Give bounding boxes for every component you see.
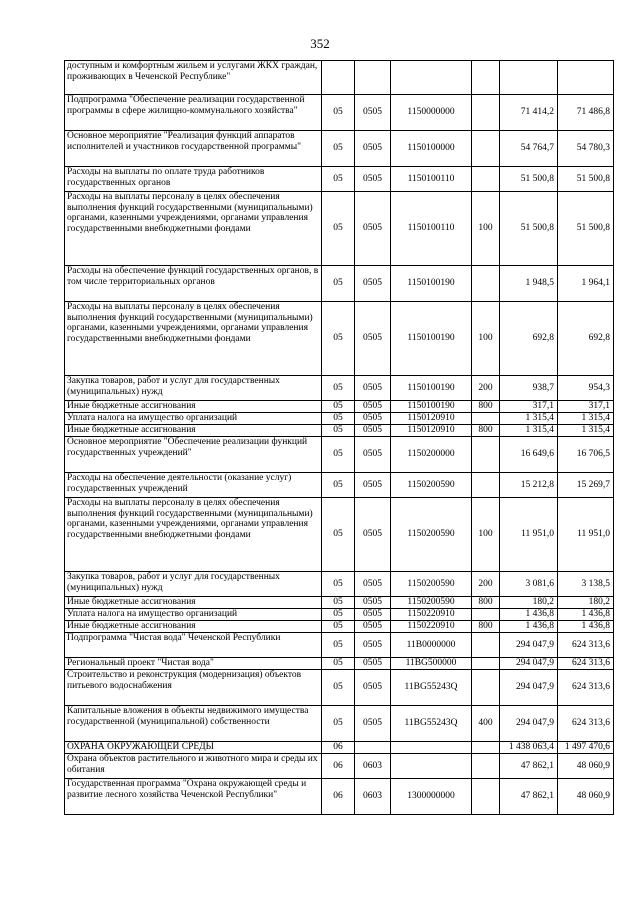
cell-amount-1: 54 764,7 xyxy=(500,131,558,167)
cell-section: 05 xyxy=(322,473,355,498)
cell-section: 05 xyxy=(322,658,355,670)
cell-expense-type xyxy=(472,413,500,425)
cell-target-article: 1150100190 xyxy=(391,266,472,302)
cell-name: Иные бюджетные ассигнования xyxy=(65,597,322,609)
cell-amount-2: 71 486,8 xyxy=(558,95,614,131)
cell-subsection: 0505 xyxy=(355,266,391,302)
cell-subsection: 0505 xyxy=(355,658,391,670)
cell-expense-type: 800 xyxy=(472,401,500,413)
cell-expense-type: 100 xyxy=(472,192,500,266)
cell-target-article: 1150200000 xyxy=(391,437,472,473)
cell-section: 05 xyxy=(322,498,355,572)
cell-target-article: 1150000000 xyxy=(391,95,472,131)
table-row xyxy=(65,413,614,425)
cell-amount-2: 1 315,4 xyxy=(558,413,614,425)
cell-subsection: 0603 xyxy=(355,754,391,779)
table-row xyxy=(65,779,614,815)
cell-target-article: 1150200590 xyxy=(391,597,472,609)
table-row xyxy=(65,95,614,131)
cell-amount-1: 692,8 xyxy=(500,302,558,376)
cell-amount-2: 1 497 470,6 xyxy=(558,742,614,754)
cell-amount-1: 3 081,6 xyxy=(500,572,558,597)
cell-expense-type: 100 xyxy=(472,302,500,376)
cell-name: Основное мероприятие "Реализация функций аппаратов исполнителей и участников государственной программы" xyxy=(65,131,322,167)
cell-amount-1: 938,7 xyxy=(500,376,558,401)
cell-section: 05 xyxy=(322,413,355,425)
cell-section: 05 xyxy=(322,597,355,609)
cell-expense-type: 200 xyxy=(472,572,500,597)
cell-target-article: 1150120910 xyxy=(391,425,472,437)
cell-name: Расходы на обеспечение функций государственных органов, в том числе территориальных органов xyxy=(65,266,322,302)
table-row xyxy=(65,401,614,413)
cell-subsection: 0505 xyxy=(355,572,391,597)
cell-amount-1 xyxy=(500,61,558,95)
cell-section: 05 xyxy=(322,95,355,131)
cell-expense-type xyxy=(472,61,500,95)
cell-expense-type: 200 xyxy=(472,376,500,401)
cell-section: 05 xyxy=(322,167,355,192)
cell-subsection: 0505 xyxy=(355,437,391,473)
cell-section: 05 xyxy=(322,706,355,742)
cell-target-article: 1150100190 xyxy=(391,302,472,376)
cell-amount-1: 1 436,8 xyxy=(500,609,558,621)
table-row xyxy=(65,266,614,302)
cell-expense-type xyxy=(472,658,500,670)
cell-amount-1: 11 951,0 xyxy=(500,498,558,572)
table-row xyxy=(65,473,614,498)
cell-subsection xyxy=(355,61,391,95)
cell-amount-2: 624 313,6 xyxy=(558,670,614,706)
cell-expense-type xyxy=(472,437,500,473)
cell-section: 06 xyxy=(322,779,355,815)
table-row xyxy=(65,572,614,597)
cell-expense-type xyxy=(472,742,500,754)
cell-subsection: 0505 xyxy=(355,302,391,376)
cell-amount-2: 180,2 xyxy=(558,597,614,609)
cell-amount-2: 1 436,8 xyxy=(558,621,614,633)
cell-target-article: 1150200590 xyxy=(391,572,472,597)
cell-subsection: 0505 xyxy=(355,706,391,742)
cell-subsection: 0505 xyxy=(355,633,391,658)
table-row xyxy=(65,498,614,572)
table-row xyxy=(65,376,614,401)
cell-expense-type: 100 xyxy=(472,498,500,572)
cell-expense-type xyxy=(472,779,500,815)
table-row xyxy=(65,61,614,95)
budget-table xyxy=(64,60,614,815)
table-row xyxy=(65,742,614,754)
cell-target-article: 11ВG55243Q xyxy=(391,670,472,706)
cell-section: 05 xyxy=(322,401,355,413)
cell-name: Иные бюджетные ассигнования xyxy=(65,621,322,633)
cell-amount-1: 317,1 xyxy=(500,401,558,413)
cell-subsection: 0603 xyxy=(355,779,391,815)
cell-amount-2: 1 964,1 xyxy=(558,266,614,302)
cell-target-article xyxy=(391,754,472,779)
cell-expense-type: 800 xyxy=(472,621,500,633)
cell-amount-2: 954,3 xyxy=(558,376,614,401)
cell-subsection: 0505 xyxy=(355,376,391,401)
cell-amount-1: 294 047,9 xyxy=(500,633,558,658)
cell-target-article: 1150100110 xyxy=(391,192,472,266)
cell-target-article: 1150220910 xyxy=(391,621,472,633)
cell-amount-1: 71 414,2 xyxy=(500,95,558,131)
cell-name: Охрана объектов растительного и животного мира и среды их обитания xyxy=(65,754,322,779)
cell-section: 05 xyxy=(322,572,355,597)
page-number: 352 xyxy=(310,36,330,51)
cell-name: Уплата налога на имущество организаций xyxy=(65,609,322,621)
cell-amount-2: 54 780,3 xyxy=(558,131,614,167)
cell-amount-1: 1 315,4 xyxy=(500,413,558,425)
cell-section: 05 xyxy=(322,621,355,633)
cell-name: Государственная программа "Охрана окружающей среды и развитие лесного хозяйства Чеченской Республики" xyxy=(65,779,322,815)
cell-subsection: 0505 xyxy=(355,192,391,266)
cell-amount-2: 16 706,5 xyxy=(558,437,614,473)
cell-amount-1: 1 315,4 xyxy=(500,425,558,437)
cell-expense-type xyxy=(472,266,500,302)
cell-name: Закупка товаров, работ и услуг для государственных (муниципальных) нужд xyxy=(65,572,322,597)
table-row xyxy=(65,633,614,658)
cell-section: 05 xyxy=(322,425,355,437)
cell-amount-2: 3 138,5 xyxy=(558,572,614,597)
cell-amount-1: 294 047,9 xyxy=(500,670,558,706)
cell-target-article: 1150200590 xyxy=(391,473,472,498)
table-row xyxy=(65,425,614,437)
cell-amount-2: 624 313,6 xyxy=(558,633,614,658)
cell-target-article: 1150220910 xyxy=(391,609,472,621)
table-row xyxy=(65,621,614,633)
cell-amount-1: 294 047,9 xyxy=(500,706,558,742)
cell-expense-type xyxy=(472,633,500,658)
cell-amount-1: 1 436,8 xyxy=(500,621,558,633)
cell-name: Расходы на выплаты по оплате труда работников государственных органов xyxy=(65,167,322,192)
cell-section: 05 xyxy=(322,192,355,266)
cell-amount-2: 11 951,0 xyxy=(558,498,614,572)
table-row xyxy=(65,706,614,742)
cell-amount-1: 47 862,1 xyxy=(500,754,558,779)
cell-expense-type xyxy=(472,131,500,167)
cell-target-article: 1150100190 xyxy=(391,401,472,413)
cell-expense-type xyxy=(472,167,500,192)
cell-amount-1: 180,2 xyxy=(500,597,558,609)
cell-amount-1: 294 047,9 xyxy=(500,658,558,670)
cell-target-article xyxy=(391,742,472,754)
cell-subsection: 0505 xyxy=(355,670,391,706)
cell-amount-2: 1 315,4 xyxy=(558,425,614,437)
cell-amount-1: 51 500,8 xyxy=(500,167,558,192)
cell-amount-1: 16 649,6 xyxy=(500,437,558,473)
cell-name: доступным и комфортным жильем и услугами ЖКХ граждан, проживающих в Чеченской Республике" xyxy=(65,61,322,95)
table-row xyxy=(65,437,614,473)
cell-subsection: 0505 xyxy=(355,473,391,498)
cell-expense-type xyxy=(472,95,500,131)
table-body xyxy=(65,61,614,815)
cell-target-article: 11ВG500000 xyxy=(391,658,472,670)
cell-section: 05 xyxy=(322,609,355,621)
cell-subsection: 0505 xyxy=(355,609,391,621)
cell-subsection xyxy=(355,742,391,754)
cell-expense-type xyxy=(472,609,500,621)
cell-amount-2: 51 500,8 xyxy=(558,192,614,266)
table-row xyxy=(65,658,614,670)
cell-name: Подпрограмма "Чистая вода" Чеченской Республики xyxy=(65,633,322,658)
cell-target-article: 11В0000000 xyxy=(391,633,472,658)
table-row xyxy=(65,302,614,376)
cell-amount-2: 48 060,9 xyxy=(558,779,614,815)
cell-expense-type: 800 xyxy=(472,597,500,609)
cell-section: 05 xyxy=(322,633,355,658)
cell-name: Региональный проект "Чистая вода" xyxy=(65,658,322,670)
cell-name: Строительство и реконструкция (модернизация) объектов питьевого водоснабжения xyxy=(65,670,322,706)
cell-section: 05 xyxy=(322,131,355,167)
cell-subsection: 0505 xyxy=(355,621,391,633)
cell-amount-2: 1 436,8 xyxy=(558,609,614,621)
cell-subsection: 0505 xyxy=(355,413,391,425)
cell-amount-2: 692,8 xyxy=(558,302,614,376)
cell-target-article xyxy=(391,61,472,95)
cell-amount-2: 48 060,9 xyxy=(558,754,614,779)
cell-amount-2: 15 269,7 xyxy=(558,473,614,498)
cell-expense-type xyxy=(472,473,500,498)
cell-name: Закупка товаров, работ и услуг для государственных (муниципальных) нужд xyxy=(65,376,322,401)
cell-section: 05 xyxy=(322,266,355,302)
cell-target-article: 1150100000 xyxy=(391,131,472,167)
cell-amount-2: 624 313,6 xyxy=(558,706,614,742)
cell-subsection: 0505 xyxy=(355,425,391,437)
cell-section: 06 xyxy=(322,754,355,779)
cell-expense-type: 800 xyxy=(472,425,500,437)
cell-amount-1: 51 500,8 xyxy=(500,192,558,266)
cell-expense-type xyxy=(472,670,500,706)
cell-name: ОХРАНА ОКРУЖАЮЩЕЙ СРЕДЫ xyxy=(65,742,322,754)
cell-name: Расходы на выплаты персоналу в целях обеспечения выполнения функций государственными (муниципальными) органами, казенными учреждениями, органами управления государственными внебюджетными фондами xyxy=(65,192,322,266)
cell-target-article: 11ВG55243Q xyxy=(391,706,472,742)
cell-target-article: 1150100190 xyxy=(391,376,472,401)
table-row xyxy=(65,192,614,266)
cell-name: Подпрограмма "Обеспечение реализации государственной программы в сфере жилищно-коммунального хозяйства" xyxy=(65,95,322,131)
cell-amount-1: 1 438 063,4 xyxy=(500,742,558,754)
table-row xyxy=(65,597,614,609)
cell-amount-2: 317,1 xyxy=(558,401,614,413)
table-row xyxy=(65,670,614,706)
cell-section: 05 xyxy=(322,670,355,706)
table-row xyxy=(65,754,614,779)
cell-name: Расходы на выплаты персоналу в целях обеспечения выполнения функций государственными (муниципальными) органами, казенными учреждениями, органами управления государственными внебюджетными фондами xyxy=(65,302,322,376)
cell-name: Уплата налога на имущество организаций xyxy=(65,413,322,425)
cell-section: 05 xyxy=(322,302,355,376)
table-row xyxy=(65,609,614,621)
cell-target-article: 1150200590 xyxy=(391,498,472,572)
cell-subsection: 0505 xyxy=(355,95,391,131)
cell-amount-2: 51 500,8 xyxy=(558,167,614,192)
cell-expense-type: 400 xyxy=(472,706,500,742)
cell-amount-1: 47 862,1 xyxy=(500,779,558,815)
cell-name: Расходы на выплаты персоналу в целях обеспечения выполнения функций государственными (муниципальными) органами, казенными учреждениями, органами управления государственными внебюджетными фондами xyxy=(65,498,322,572)
cell-subsection: 0505 xyxy=(355,498,391,572)
cell-name: Капитальные вложения в объекты недвижимого имущества государственной (муниципальной) собственности xyxy=(65,706,322,742)
cell-subsection: 0505 xyxy=(355,597,391,609)
cell-target-article: 1150100110 xyxy=(391,167,472,192)
cell-name: Основное мероприятие "Обеспечение реализации функций государственных учреждений" xyxy=(65,437,322,473)
table-row xyxy=(65,131,614,167)
cell-name: Иные бюджетные ассигнования xyxy=(65,425,322,437)
cell-amount-2 xyxy=(558,61,614,95)
cell-target-article: 1300000000 xyxy=(391,779,472,815)
cell-subsection: 0505 xyxy=(355,131,391,167)
cell-target-article: 1150120910 xyxy=(391,413,472,425)
cell-amount-1: 1 948,5 xyxy=(500,266,558,302)
cell-amount-2: 624 313,6 xyxy=(558,658,614,670)
table-row xyxy=(65,167,614,192)
cell-subsection: 0505 xyxy=(355,167,391,192)
cell-name: Расходы на обеспечение деятельности (оказание услуг) государственных учреждений xyxy=(65,473,322,498)
cell-name: Иные бюджетные ассигнования xyxy=(65,401,322,413)
cell-section: 05 xyxy=(322,437,355,473)
cell-amount-1: 15 212,8 xyxy=(500,473,558,498)
cell-expense-type xyxy=(472,754,500,779)
cell-section xyxy=(322,61,355,95)
cell-section: 06 xyxy=(322,742,355,754)
cell-subsection: 0505 xyxy=(355,401,391,413)
cell-section: 05 xyxy=(322,376,355,401)
